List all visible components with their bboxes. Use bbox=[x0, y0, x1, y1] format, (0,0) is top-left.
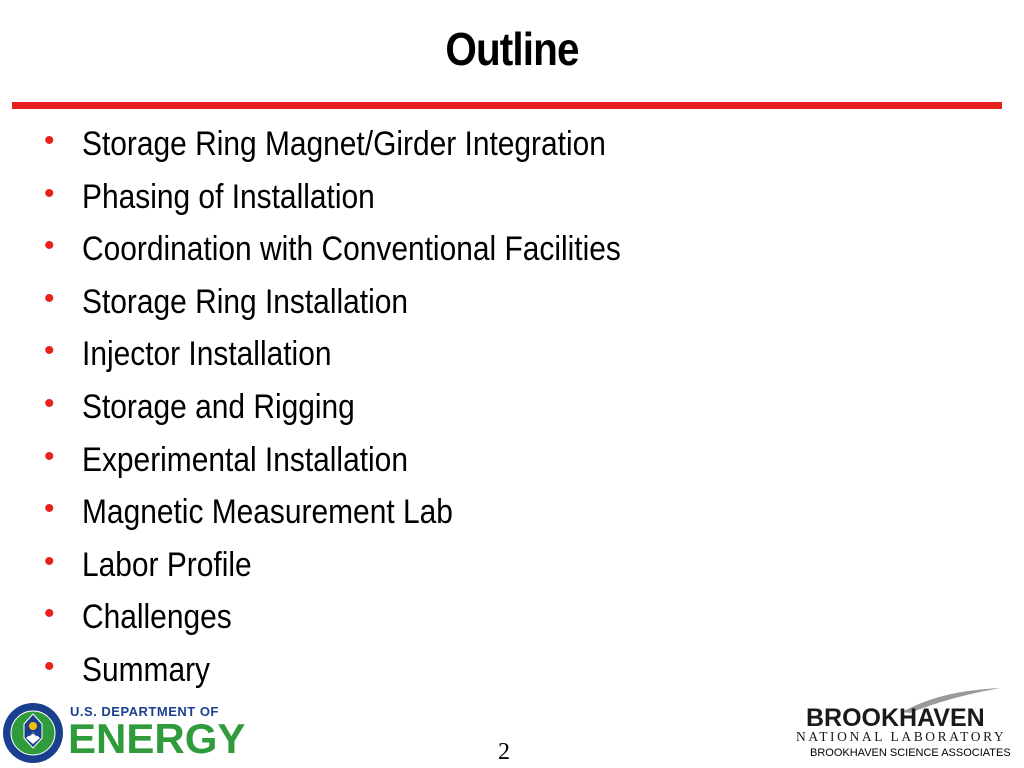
bullet-icon: • bbox=[44, 334, 55, 368]
list-item bbox=[44, 487, 694, 540]
doe-department-text: U.S. DEPARTMENT OF bbox=[70, 704, 219, 719]
bullet-icon: • bbox=[44, 176, 55, 210]
list-item-text: Phasing of Installation bbox=[82, 177, 375, 216]
list-item bbox=[44, 382, 694, 435]
outline-list bbox=[44, 119, 694, 698]
list-item bbox=[44, 645, 694, 698]
bullet-icon: • bbox=[44, 439, 55, 473]
title-divider bbox=[12, 102, 1002, 109]
list-item-text: Magnetic Measurement Lab bbox=[82, 493, 453, 532]
bnl-subtitle-text: NATIONAL LABORATORY bbox=[796, 729, 1007, 744]
list-item-text: Storage and Rigging bbox=[82, 387, 355, 426]
list-item-text: Injector Installation bbox=[82, 335, 332, 374]
bnl-associates-text: BROOKHAVEN SCIENCE ASSOCIATES bbox=[810, 747, 1011, 759]
list-item bbox=[44, 277, 694, 330]
bullet-icon: • bbox=[44, 229, 55, 263]
slide-title: Outline bbox=[445, 23, 579, 75]
list-item-text: Labor Profile bbox=[82, 545, 252, 584]
doe-logo bbox=[2, 698, 252, 766]
list-item bbox=[44, 329, 694, 382]
bullet-icon: • bbox=[44, 544, 55, 578]
list-item bbox=[44, 540, 694, 593]
bullet-icon: • bbox=[44, 597, 55, 631]
bullet-icon: • bbox=[44, 386, 55, 420]
list-item bbox=[44, 435, 694, 488]
list-item-text: Storage Ring Magnet/Girder Integration bbox=[82, 125, 606, 163]
doe-energy-text: ENERGY bbox=[68, 715, 246, 762]
list-item bbox=[44, 172, 694, 225]
doe-seal-icon bbox=[2, 702, 64, 764]
list-item bbox=[44, 592, 694, 645]
bullet-icon: • bbox=[44, 281, 55, 315]
list-item-text: Challenges bbox=[82, 598, 232, 637]
bullet-icon: • bbox=[44, 492, 55, 526]
list-item bbox=[44, 119, 694, 172]
list-item-text: Storage Ring Installation bbox=[82, 282, 408, 321]
bullet-icon: • bbox=[44, 124, 55, 157]
bnl-name-text: BROOKHAVEN bbox=[806, 704, 985, 732]
bnl-logo bbox=[792, 686, 1020, 766]
list-item bbox=[44, 224, 694, 277]
list-item-text: Experimental Installation bbox=[82, 440, 408, 479]
bullet-icon: • bbox=[44, 649, 55, 683]
page-number: 2 bbox=[498, 739, 510, 765]
list-item-text: Summary bbox=[82, 650, 211, 689]
list-item-text: Coordination with Conventional Facilities bbox=[82, 230, 621, 269]
